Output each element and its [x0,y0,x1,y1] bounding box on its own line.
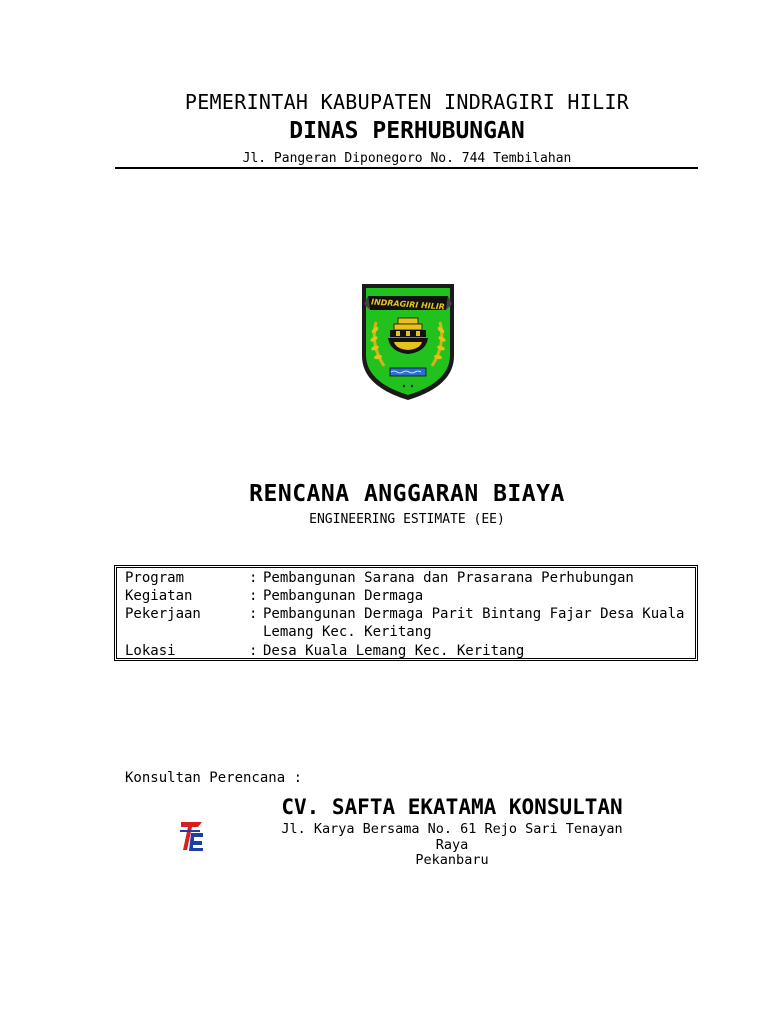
info-separator: : [249,588,258,604]
consultant-address-line3: Pekanbaru [415,852,489,868]
info-label-program: Program [125,570,185,586]
safta-ekatama-logo-icon [178,819,206,853]
agency-header-line2: DINAS PERHUBUNGAN [289,118,525,144]
svg-text:INDRAGIRI HILIR: INDRAGIRI HILIR [370,297,446,312]
consultant-address-line2: Raya [435,836,469,853]
project-info-table [114,565,698,661]
consultant-address-line1: Jl. Karya Bersama No. 61 Rejo Sari Tenayan [281,821,623,837]
agency-address: Jl. Pangeran Diponegoro No. 744 Tembilahan [242,151,572,166]
consultant-label: Konsultan Perencana : [125,770,303,786]
info-value-kegiatan: Pembangunan Dermaga [263,588,424,604]
info-label-kegiatan: Kegiatan [125,588,193,604]
consultant-name: CV. SAFTA EKATAMA KONSULTAN [281,795,623,819]
info-value-program: Pembangunan Sarana dan Prasarana Perhubungan [263,570,634,586]
info-value-pekerjaan-line1: Pembangunan Dermaga Parit Bintang Fajar Desa Kuala [263,606,685,622]
document-subtitle: ENGINEERING ESTIMATE (EE) [309,512,505,527]
info-separator: : [249,570,258,586]
info-value-pekerjaan-line2: Lemang Kec. Keritang [263,624,432,640]
info-label-pekerjaan: Pekerjaan [125,606,201,622]
agency-header-line1: PEMERINTAH KABUPATEN INDRAGIRI HILIR [184,90,630,114]
document-title: RENCANA ANGGARAN BIAYA [249,481,565,507]
indragiri-hilir-coat-of-arms-icon [360,282,456,402]
info-label-lokasi: Lokasi [125,643,176,659]
info-value-lokasi: Desa Kuala Lemang Kec. Keritang [263,643,525,659]
header-divider [115,167,698,169]
info-separator: : [249,606,258,622]
info-separator: : [249,643,258,659]
consultant-address [262,822,642,869]
